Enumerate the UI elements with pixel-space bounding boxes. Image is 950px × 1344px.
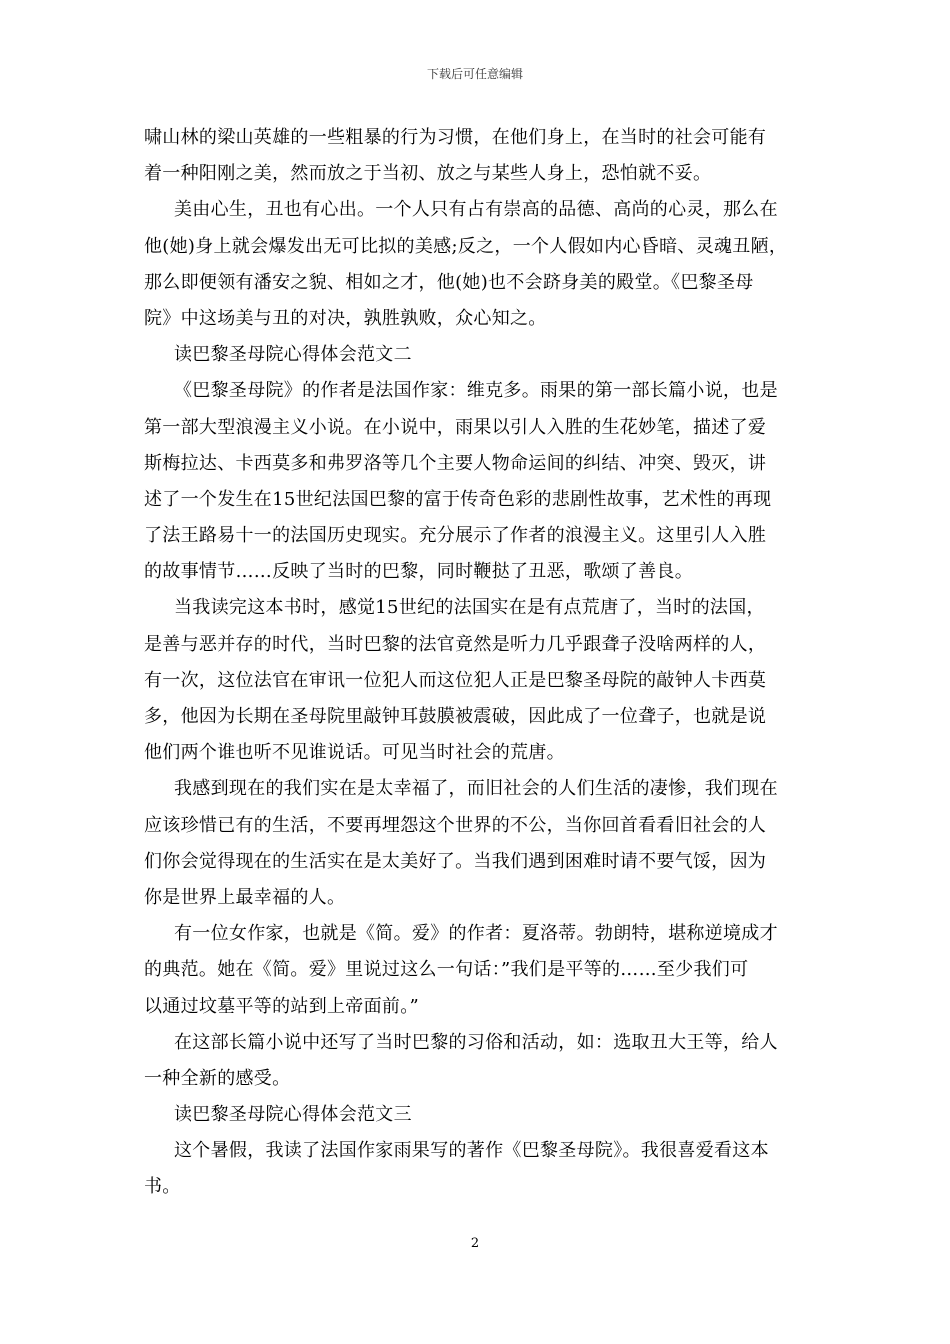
text-line: 我感到现在的我们实在是太幸福了，而旧社会的人们生活的凄惨，我们现在 bbox=[174, 778, 778, 800]
text-line: 你是世界上最幸福的人。 bbox=[144, 886, 346, 908]
text-line: 斯梅拉达、卡西莫多和弗罗洛等几个主要人物命运间的纠结、冲突、毁灭，讲 bbox=[144, 452, 767, 474]
page-number: 2 bbox=[470, 1236, 480, 1251]
text-line: 他(她)身上就会爆发出无可比拟的美感;反之，一个人假如内心昏暗、灵魂丑陋， bbox=[144, 235, 788, 257]
text-line: 啸山林的梁山英雄的一些粗暴的行为习惯，在他们身上，在当时的社会可能有 bbox=[144, 127, 767, 148]
text-line: 述了一个发生在15世纪法国巴黎的富于传奇色彩的悲剧性故事，艺术性的再现 bbox=[144, 488, 772, 510]
document-body bbox=[144, 120, 808, 1206]
text-line: 美由心生，丑也有心出。一个人只有占有崇高的品德、高尚的心灵，那么在 bbox=[174, 199, 778, 221]
text-line: 书。 bbox=[144, 1176, 181, 1198]
text-line: 他们两个谁也听不见谁说话。可见当时社会的荒唐。 bbox=[144, 742, 565, 764]
text-line: 在这部长篇小说中还写了当时巴黎的习俗和活动，如：选取丑大王等，给人 bbox=[174, 1031, 778, 1053]
text-line: 以通过坟墓平等的站到上帝面前。” bbox=[144, 995, 420, 1017]
text-line: 多，他因为长期在圣母院里敲钟耳鼓膜被震破，因此成了一位聋子，也就是说 bbox=[144, 706, 767, 727]
text-line: 当我读完这本书时，感觉15世纪的法国实在是有点荒唐了，当时的法国， bbox=[174, 597, 765, 619]
text-line: 一种全新的感受。 bbox=[144, 1067, 291, 1089]
section-heading: 读巴黎圣母院心得体会范文二 bbox=[174, 344, 412, 366]
text-line: 这个暑假，我读了法国作家雨果写的著作《巴黎圣母院》。我很喜爱看这本 bbox=[174, 1140, 769, 1162]
text-line: 们你会觉得现在的生活实在是太美好了。当我们遇到困难时请不要气馁，因为 bbox=[144, 850, 767, 872]
text-line: 有一次，这位法官在审讯一位犯人而这位犯人正是巴黎圣母院的敲钟人卡西莫 bbox=[144, 669, 767, 691]
text-line: 是善与恶并存的时代，当时巴黎的法官竟然是听力几乎跟聋子没啥两样的人， bbox=[144, 633, 767, 655]
text-line: 那么即便领有潘安之貌、相如之才，他(她)也不会跻身美的殿堂。《巴黎圣母 bbox=[144, 271, 754, 293]
page-header: 下载后可任意编辑 bbox=[426, 67, 523, 81]
text-line: 应该珍惜已有的生活，不要再埋怨这个世界的不公，当你回首看看旧社会的人 bbox=[144, 814, 767, 836]
section-heading: 读巴黎圣母院心得体会范文三 bbox=[174, 1104, 412, 1126]
text-line: 第一部大型浪漫主义小说。在小说中，雨果以引人入胜的生花妙笔，描述了爱 bbox=[144, 416, 767, 438]
text-line: 《巴黎圣母院》的作者是法国作家：维克多。雨果的第一部长篇小说，也是 bbox=[174, 380, 778, 402]
text-line: 着一种阳刚之美，然而放之于当初、放之与某些人身上，恐怕就不妥。 bbox=[144, 163, 712, 185]
text-line: 了法王路易十一的法国历史现实。充分展示了作者的浪漫主义。这里引人入胜 bbox=[144, 525, 767, 547]
text-line: 的故事情节……反映了当时的巴黎，同时鞭挞了丑恶，歌颂了善良。 bbox=[144, 561, 693, 583]
text-line: 的典范。她在《简。爱》里说过这么一句话：”我们是平等的……至少我们可 bbox=[144, 959, 749, 981]
text-line: 有一位女作家，也就是《简。爱》的作者：夏洛蒂。勃朗特，堪称逆境成才 bbox=[174, 923, 778, 945]
text-line: 院》中这场美与丑的对决，孰胜孰败，众心知之。 bbox=[144, 307, 547, 329]
